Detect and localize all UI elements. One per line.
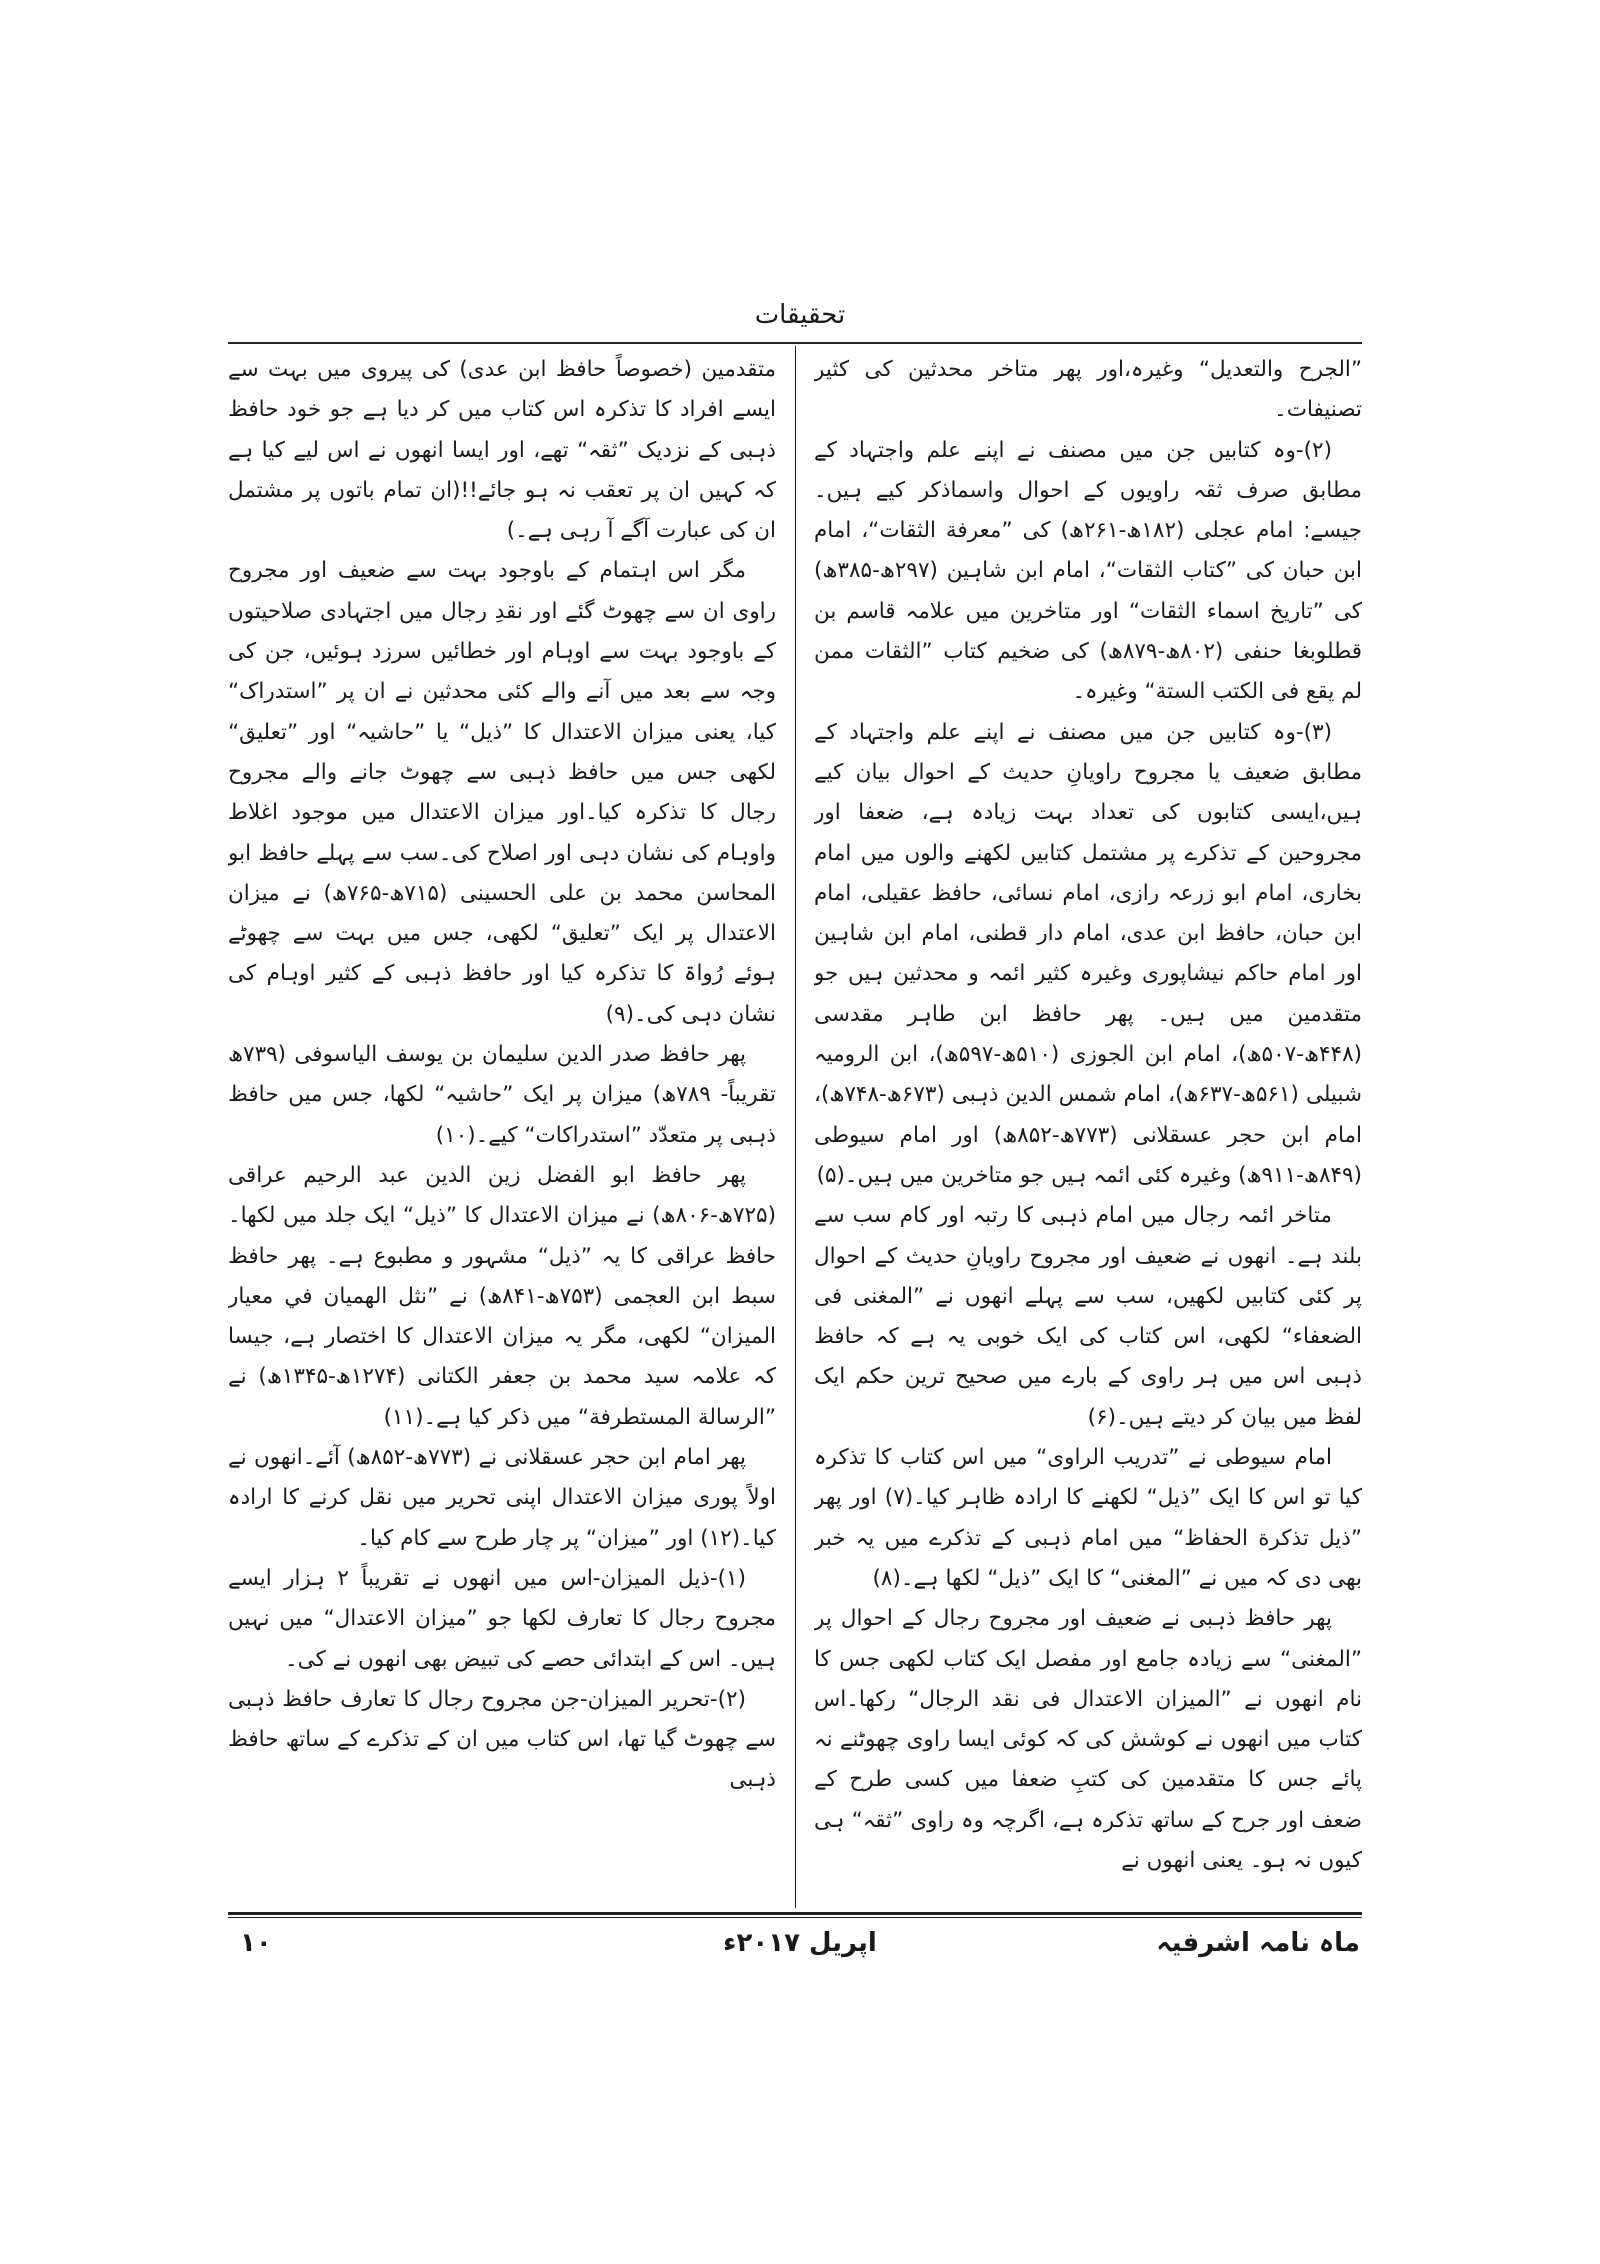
right-text-column [814,350,1362,1905]
paragraph: امام سیوطی نے ”تدریب الراوی“ میں اس کتاب کا تذکرہ کیا تو اس کا ایک ”ذیل“ لکھنے کا ارادہ ظاہر کیا۔(۷) اور پھر ”ذیل تذکرة الحفاظ“ میں امام ذہبی کے تذکرے میں یہ خبر بھی دی کہ میں نے ”المغنی“ کا ایک ”ذیل“ لکھا ہے۔(۸) [814,1445,1362,1591]
issue-date: اپریل ۲۰۱۷ء [723,1928,877,1958]
column-divider [795,346,796,1908]
paragraph: متاخر ائمہ رجال میں امام ذہبی کا رتبہ اور کام سب سے بلند ہے۔ انھوں نے ضعیف اور مجروح راویانِ حدیث کے احوال پر کئی کتابیں لکھیں، سب سے پہلے انھوں نے ”المغنی فی الضعفاء“ لکھی، اس کتاب کی ایک خوبی یہ ہے کہ حافظ ذہبی اس میں ہر راوی کے بارے میں صحیح ترین حکم ایک لفظ میں بیان کر دیتے ہیں۔(۶) [814,1203,1362,1430]
paragraph: (۲)-تحریر المیزان-جن مجروح رجال کا تعارف حافظ ذہبی سے چھوٹ گیا تھا، اس کتاب میں ان کے تذکرے کے ساتھ حافظ ذہبی [228,1686,776,1793]
paragraph: پھر امام ابن حجر عسقلانی نے (۷۷۳ھ-۸۵۲ھ) آئے۔انھوں نے اولاً پوری میزان الاعتدال اپنی تحریر میں نقل کرنے کا ارادہ کیا۔(۱۲) اور ”میزان“ پر چار طرح سے کام کیا۔ [228,1445,776,1551]
header-rule [228,342,1362,344]
paragraph: پھر حافظ ذہبی نے ضعیف اور مجروح رجال کے احوال پر ”المغنی“ سے زیادہ جامع اور مفصل ایک کتاب لکھی جس کا نام انھوں نے ”المیزان الاعتدال فی نقد الرجال“ رکھا۔اس کتاب میں انھوں نے کوشش کی کہ کوئی ایسا راوی چھوٹنے نہ پائے جس کا متقدمین کی کتبِ ضعفا میں کسی طرح کے ضعف اور جرح کے ساتھ تذکرہ ہے، اگرچہ وہ راوی ”ثقہ“ ہی کیوں نہ ہو۔ یعنی انھوں نے [814,1606,1362,1873]
paragraph: ”الجرح والتعدیل“ وغیرہ،اور پھر متاخر محدثین کی کثیر تصنیفات۔ [814,357,1362,423]
footer-rule [228,1912,1362,1915]
page-number: ۱۰ [240,1928,272,1958]
paragraph: پھر حافظ ابو الفضل زین الدین عبد الرحیم عراقی (۷۲۵ھ-۸۰۶ھ) نے میزان الاعتدال کا ”ذیل“ ایک جلد میں لکھا۔ حافظ عراقی کا یہ ”ذیل“ مشہور و مطبوع ہے۔ پھر حافظ سبط ابن العجمی (۷۵۳ھ-۸۴۱ھ) نے ”نثل الهميان في معيار الميزان“ لکھی، مگر یہ میزان الاعتدال کا اختصار ہے، جیسا کہ علامہ سید محمد بن جعفر الکتانی (۱۲۷۴ھ-۱۳۴۵ھ) نے ”الرسالة المستطرفة“ میں ذکر کیا ہے۔(۱۱) [228,1162,776,1430]
magazine-name: ماہ نامہ اشرفیہ [1156,1928,1360,1958]
paragraph: مگر اس اہتمام کے باوجود بہت سے ضعیف اور مجروح راوی ان سے چھوٹ گئے اور نقدِ رجال میں اجتہادی صلاحیتوں کے باوجود بہت سے اوہام اور خطائیں سرزد ہوئیں، جن کی وجہ سے بعد میں آنے والے کئی محدثین نے ان پر ”استدراک“ کیا، یعنی میزان الاعتدال کا ”ذیل“ یا ”حاشیہ“ اور ”تعلیق“ لکھی جس میں حافظ ذہبی سے چھوٹ جانے والے مجروح رجال کا تذکرہ کیا۔اور میزان الاعتدال میں موجود اغلاط واوہام کی نشان دہی اور اصلاح کی۔سب سے پہلے حافظ ابو المحاسن محمد بن علی الحسینی (۷۱۵ھ-۷۶۵ھ) نے میزان الاعتدال پر ایک ”تعلیق“ لکھی، جس میں بہت سے چھوٹے ہوئے رُواۃ کا تذکرہ کیا اور حافظ ذہبی کے کثیر اوہام کی نشان دہی کی۔(۹) [228,558,776,1027]
paragraph: متقدمین (خصوصاً حافظ ابن عدی) کی پیروی میں بہت سے ایسے افراد کا تذکرہ اس کتاب میں کر دیا ہے جو خود حافظ ذہبی کے نزدیک ”ثقہ“ تھے، اور ایسا انھوں نے اس لیے کیا ہے کہ کہیں ان پر تعقب نہ ہو جائے!!(ان تمام باتوں پر مشتمل ان کی عبارت آگے آ رہی ہے۔) [228,357,776,544]
paragraph: (۱)-ذیل المیزان-اس میں انھوں نے تقریباً ۲ ہزار ایسے مجروح رجال کا تعارف لکھا جو ”میزان الاعتدال“ میں نہیں ہیں۔ اس کے ابتدائی حصے کی تبیض بھی انھوں نے کی۔ [228,1565,776,1672]
running-title: تحقیقات [754,300,846,330]
paragraph: (۲)-وہ کتابیں جن میں مصنف نے اپنے علم واجتہاد کے مطابق صرف ثقہ راویوں کے احوال واسماذکر کیے ہیں۔ جیسے: امام عجلی (۱۸۲ھ-۲۶۱ھ) کی ”معرفة الثقات“، امام ابن حبان کی ”کتاب الثقات“، امام ابن شاہین (۲۹۷ھ-۳۸۵ھ) کی ”تاریخ اسماء الثقات“ اور متاخرین میں علامہ قاسم بن قطلوبغا حنفی (۸۰۲ھ-۸۷۹ھ) کی ضخیم کتاب ”الثقات ممن لم یقع فی الکتب الستة“ وغیرہ۔ [814,437,1362,705]
paragraph: (۳)-وہ کتابیں جن میں مصنف نے اپنے علم واجتہاد کے مطابق ضعیف یا مجروح راویانِ حدیث کے احوال بیان کیے ہیں،ایسی کتابوں کی تعداد بہت زیادہ ہے، ضعفا اور مجروحین کے تذکرے پر مشتمل کتابیں لکھنے والوں میں امام بخاری، امام ابو زرعہ رازی، امام نسائی، حافظ عقیلی، امام ابن حبان، حافظ ابن عدی، امام دار قطنی، امام ابن شاہین اور امام حاکم نیشاپوری وغیرہ کثیر ائمہ و محدثین ہیں جو متقدمین میں ہیں۔ پھر حافظ ابن طاہر مقدسی (۴۴۸ھ-۵۰۷ھ)، امام ابن الجوزی (۵۱۰ھ-۵۹۷ھ)، ابن الرومیہ شبیلی (۵۶۱ھ-۶۳۷ھ)، امام شمس الدین ذہبی (۶۷۳ھ-۷۴۸ھ)، امام ابن حجر عسقلانی (۷۷۳ھ-۸۵۲ھ) اور امام سیوطی (۸۴۹ھ-۹۱۱ھ) وغیرہ کئی ائمہ ہیں جو متاخرین میں ہیں۔(۵) [814,719,1362,1188]
left-text-column [228,350,776,1905]
footer-rule-thin [228,1917,1362,1918]
paragraph: پھر حافظ صدر الدین سلیمان بن یوسف الیاسوفی (۷۳۹ھ تقریباً- ۷۸۹ھ) میزان پر ایک ”حاشیہ“ لکھا، جس میں حافظ ذہبی پر متعدّد ”استدراکات“ کیے۔(۱۰) [228,1042,776,1148]
